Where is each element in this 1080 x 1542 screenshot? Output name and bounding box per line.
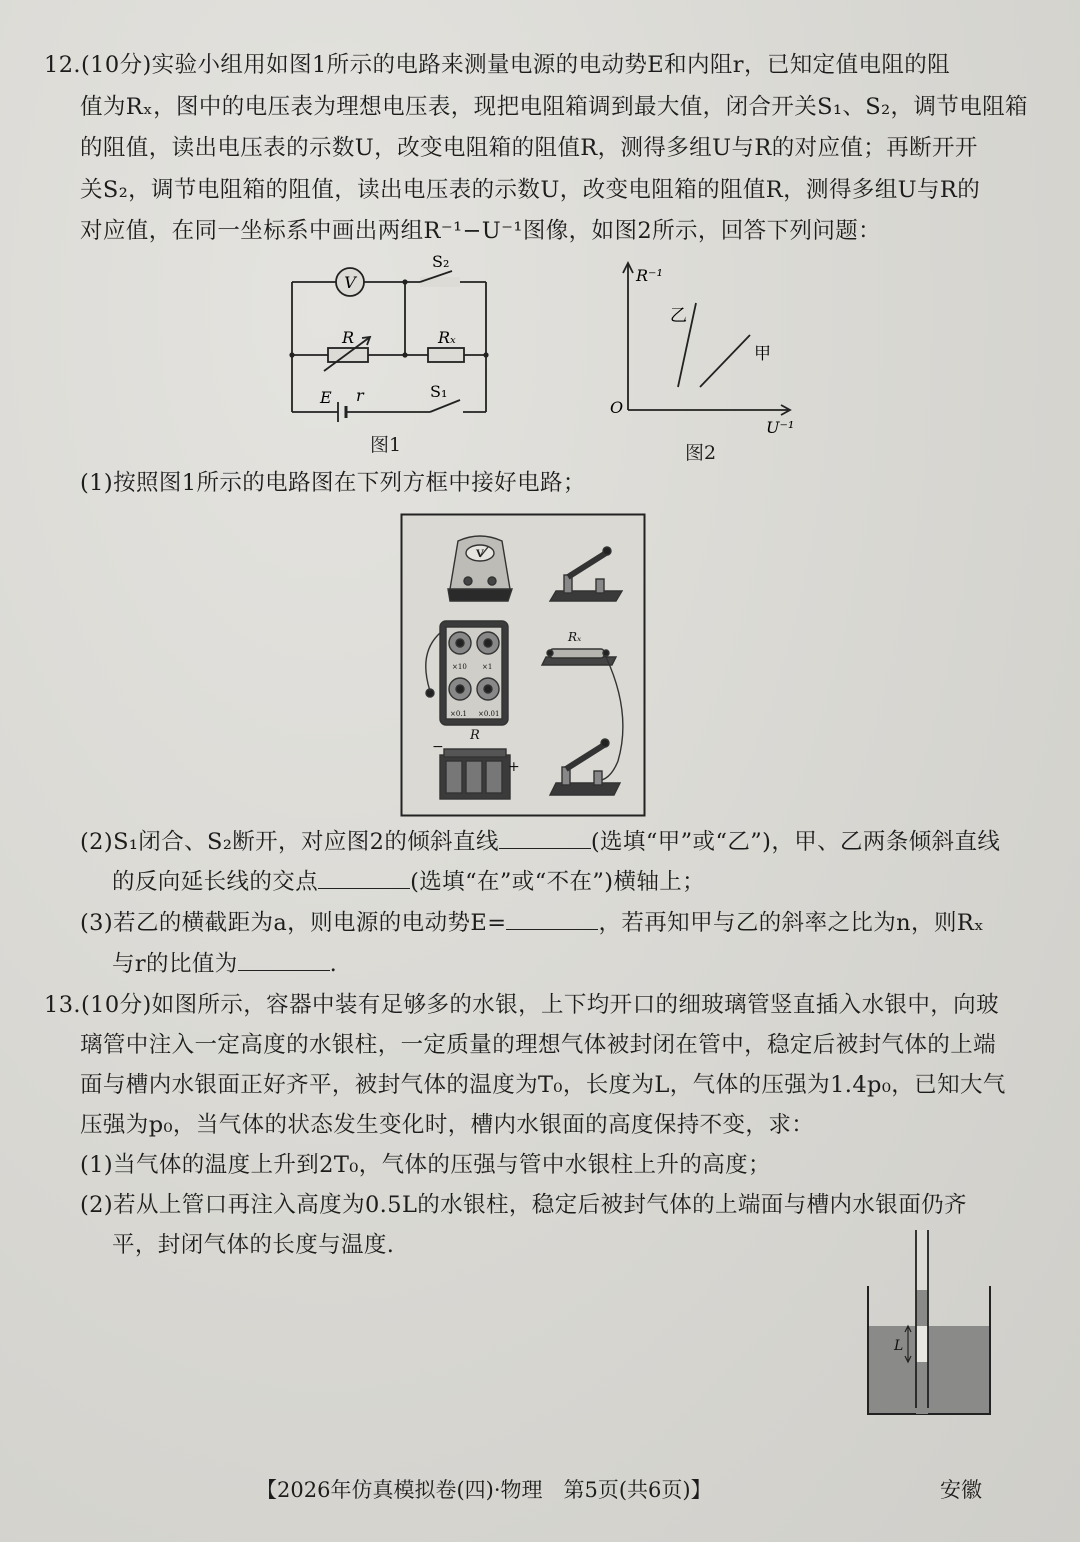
q13-part-2-line-2: 平，封闭气体的长度与温度. bbox=[112, 1232, 395, 1258]
q12-line-2: 值为Rₓ，图中的电压表为理想电压表，现把电阻箱调到最大值，闭合开关S₁、S₂，调节电阻箱 bbox=[80, 94, 1028, 120]
q13-line-3: 面与槽内水银面正好齐平，被封气体的温度为T₀，长度为L，气体的压强为1.4p₀，已知大气 bbox=[80, 1072, 1006, 1098]
q12-line-3: 的阻值，读出电压表的示数U，改变电阻箱的阻值R，测得多组U与R的对应值；再断开开 bbox=[80, 135, 978, 161]
figure-1-circuit bbox=[280, 245, 510, 455]
y-axis-label: R⁻¹ bbox=[636, 266, 663, 285]
apparatus-box bbox=[400, 513, 647, 818]
dial-x10: ×10 bbox=[452, 663, 467, 671]
gas-length-label: L bbox=[894, 1338, 904, 1354]
line-jia bbox=[700, 335, 750, 387]
q12-p3-text-d: . bbox=[329, 951, 338, 977]
q12-p2-text-a: (2)S₁闭合、S₂断开，对应图2的倾斜直线 bbox=[80, 829, 499, 855]
q12-p2-text-c: 的反向延长线的交点 bbox=[112, 869, 319, 895]
dial-x001: ×0.01 bbox=[478, 710, 500, 718]
emf-label: E bbox=[320, 388, 332, 407]
voltmeter-device-label: V bbox=[476, 549, 484, 560]
rx-device-label: Rₓ bbox=[568, 630, 582, 644]
answer-blank-3b[interactable] bbox=[238, 948, 330, 971]
jia-label: 甲 bbox=[754, 344, 771, 364]
dial-x1: ×1 bbox=[482, 663, 493, 671]
q13-part-1: (1)当气体的温度上升到2T₀，气体的压强与管中水银柱上升的高度； bbox=[80, 1152, 771, 1178]
x-axis-label: U⁻¹ bbox=[766, 418, 795, 437]
q12-part-1: (1)按照图1所示的电路图在下列方框中接好电路； bbox=[80, 470, 586, 496]
resistance-box-label: R bbox=[470, 728, 480, 743]
q12-line-1: 12.(10分)实验小组用如图1所示的电路来测量电源的电动势E和内阻r，已知定值电阻的阻 bbox=[44, 52, 951, 78]
q13-line-2: 璃管中注入一定高度的水银柱，一定质量的理想气体被封闭在管中，稳定后被封气体的上端 bbox=[80, 1032, 997, 1058]
answer-blank-3a[interactable] bbox=[506, 907, 598, 930]
q12-p3-text-c: 与r的比值为 bbox=[112, 951, 238, 977]
q12-part-3-line-2 bbox=[112, 948, 337, 979]
s2-label: S₂ bbox=[432, 252, 450, 271]
footer-region: 安徽 bbox=[940, 1478, 982, 1502]
figure-2-graph bbox=[600, 255, 800, 440]
q12-part-2-line-2 bbox=[112, 866, 705, 897]
q12-p2-text-b: (选填“甲”或“乙”)，甲、乙两条倾斜直线 bbox=[590, 829, 1001, 855]
internal-r-label: r bbox=[356, 386, 364, 405]
answer-blank-2b[interactable] bbox=[318, 866, 410, 889]
rx-label: Rₓ bbox=[438, 328, 456, 347]
s1-label: S₁ bbox=[430, 382, 448, 401]
q13-line-4: 压强为p₀，当气体的状态发生变化时，槽内水银面的高度保持不变，求： bbox=[80, 1112, 815, 1138]
mercury-trough-figure bbox=[860, 1226, 1000, 1422]
voltmeter-label: V bbox=[344, 273, 356, 292]
origin-label: O bbox=[610, 398, 624, 417]
rheostat-label: R bbox=[342, 328, 355, 347]
voltmeter-device bbox=[448, 536, 512, 601]
battery-minus: − bbox=[432, 739, 444, 755]
yi-label: 乙 bbox=[670, 306, 687, 326]
dial-x01: ×0.1 bbox=[450, 710, 467, 718]
q12-line-5: 对应值，在同一坐标系中画出两组R⁻¹−U⁻¹图像，如图2所示，回答下列问题： bbox=[80, 218, 882, 244]
figure-1-caption: 图1 bbox=[370, 434, 402, 456]
q12-p2-text-d: (选填“在”或“不在”)横轴上； bbox=[410, 869, 706, 895]
battery-plus: + bbox=[508, 759, 520, 775]
q12-p3-text-b: ，若再知甲与乙的斜率之比为n，则Rₓ bbox=[598, 910, 985, 936]
q13-part-2-line-1: (2)若从上管口再注入高度为0.5L的水银柱，稳定后被封气体的上端面与槽内水银面仍齐 bbox=[80, 1192, 967, 1218]
q12-p3-text-a: (3)若乙的横截距为a，则电源的电动势E= bbox=[80, 910, 507, 936]
q12-line-4: 关S₂，调节电阻箱的阻值，读出电压表的示数U，改变电阻箱的阻值R，测得多组U与R的 bbox=[80, 177, 981, 203]
battery-device bbox=[440, 749, 510, 799]
figure-2-caption: 图2 bbox=[685, 442, 717, 464]
q12-part-2-line-1 bbox=[80, 826, 1000, 857]
q13-line-1: 13.(10分)如图所示，容器中装有足够多的水银，上下均开口的细玻璃管竖直插入水银中，向玻 bbox=[44, 992, 999, 1018]
q12-part-3-line-1 bbox=[80, 907, 984, 938]
answer-blank-2a[interactable] bbox=[499, 826, 591, 849]
footer-page-info: 【2026年仿真模拟卷(四)·物理 第5页(共6页)】 bbox=[256, 1478, 712, 1502]
